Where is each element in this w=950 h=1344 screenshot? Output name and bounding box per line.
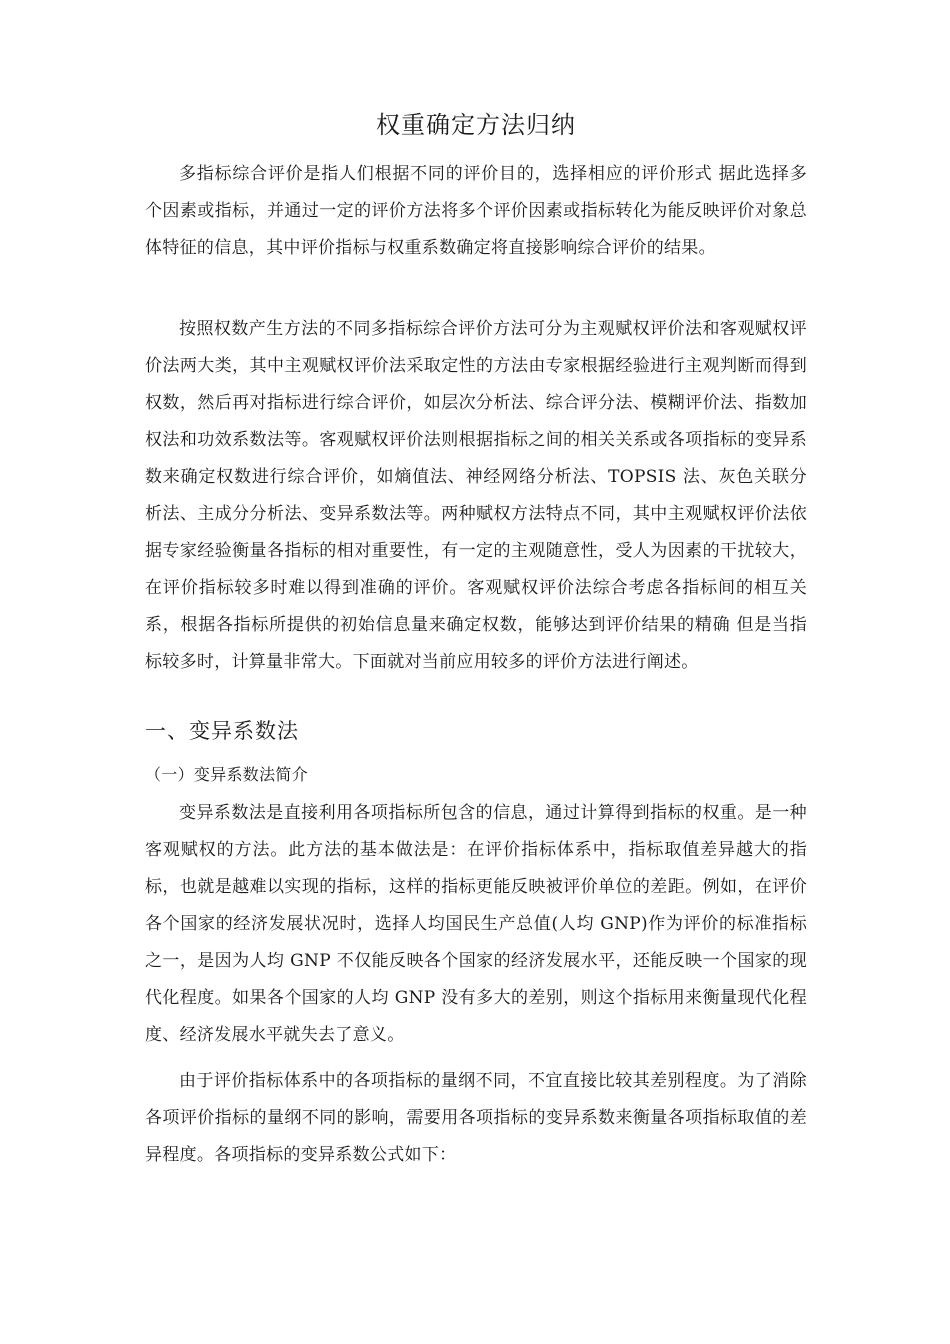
section-heading: 一、变异系数法 <box>145 719 299 743</box>
section-paragraph-2: 由于评价指标体系中的各项指标的量纲不同，不宜直接比较其差别程度。为了消除各项评价指标的量纲不同的影响，需要用各项指标的变异系数来衡量各项指标取值的差异程度。各项指标的变异系数公式如下： <box>145 1071 807 1165</box>
intro-paragraph-2: 按照权数产生方法的不同多指标综合评价方法可分为主观赋权评价法和客观赋权评价法两大类，其中主观赋权评价法采取定性的方法由专家根据经验进行主观判断而得到权数，然后再对指标进行综合评价，如层次分析法、综合评分法、模糊评价法、指数加权法和功效系数法等。客观赋权评价法则根据指标之间的相关关系或各项指标的变异系数来确定权数进行综合评价，如熵值法、神经网络分析法、TOPSIS 法、灰色关联分析法、主成分分析法、变异系数法等。两种赋权方法特点不同，其中主观赋权评价法依据专家经验衡量各指标的相对重要性，有一定的主观随意性，受人为因素的干扰较大，在评价指标较多时难以得到准确的评价。客观赋权评价法综合考虑各指标间的相互关系，根据各指标所提供的初始信息量来确定权数，能够达到评价结果的精确 但是当指标较多时，计算量非常大。下面就对当前应用较多的评价方法进行阐述。 <box>145 319 807 672</box>
section-paragraph-1: 变异系数法是直接利用各项指标所包含的信息，通过计算得到指标的权重。是一种客观赋权的方法。此方法的基本做法是：在评价指标体系中，指标取值差异越大的指标，也就是越难以实现的指标，这样的指标更能反映被评价单位的差距。例如，在评价各个国家的经济发展状况时，选择人均国民生产总值(人均 GNP)作为评价的标准指标之一，是因为人均 GNP 不仅能反映各个国家的经济发展水平，还能反映一个国家的现代化程度。如果各个国家的人均 GNP 没有多大的差别，则这个指标用来衡量现代化程度、经济发展水平就失去了意义。 <box>145 803 807 1045</box>
subsection-heading: （一）变异系数法简介 <box>145 765 309 784</box>
intro-paragraph-1: 多指标综合评价是指人们根据不同的评价目的，选择相应的评价形式 据此选择多个因素或指标，并通过一定的评价方法将多个评价因素或指标转化为能反映评价对象总体特征的信息，其中评价指标与权重系数确定将直接影响综合评价的结果。 <box>145 164 807 258</box>
document-title: 权重确定方法归纳 <box>376 111 576 139</box>
